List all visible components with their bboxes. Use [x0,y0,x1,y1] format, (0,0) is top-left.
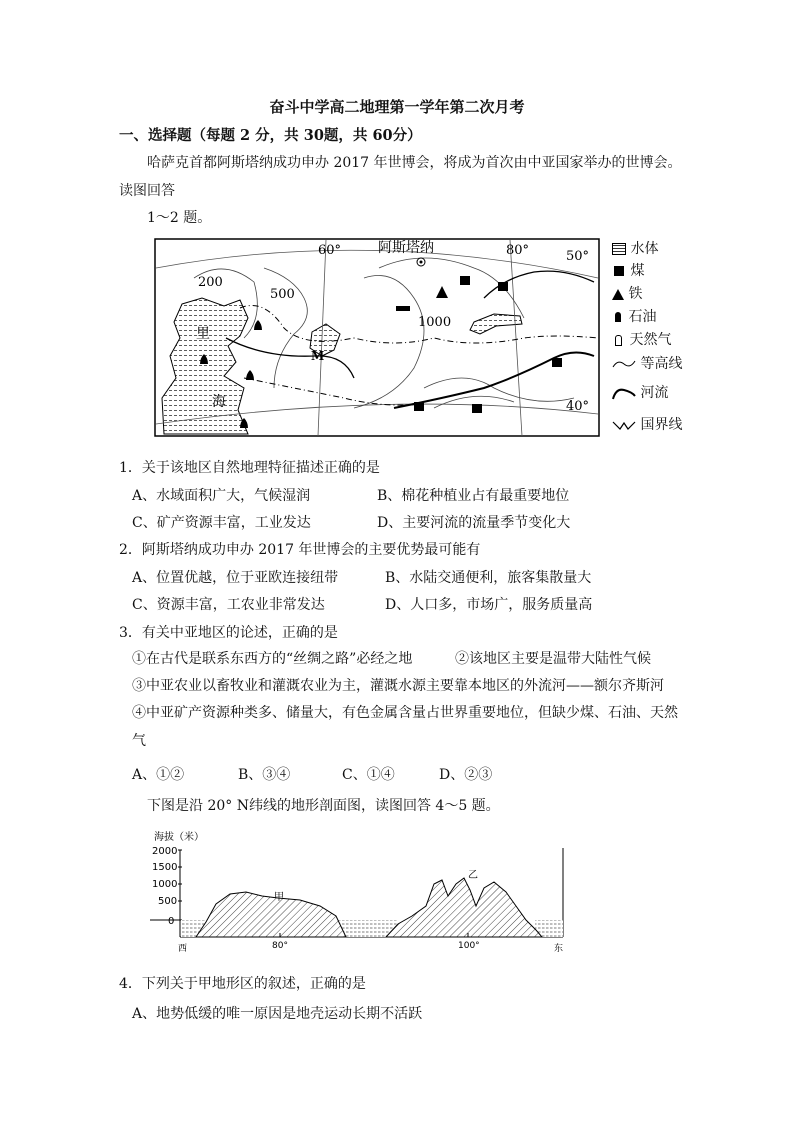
legend-river: 河流 [612,382,668,402]
profile-west: 西 [178,944,188,954]
contour-label-1000: 1000 [418,315,452,330]
legend-coal: 煤 [612,260,644,280]
profile-intro: 下图是沿 20° N纬线的地形剖面图，读图回答 4～5 题。 [147,798,500,814]
question-4-option-a: A、地势低缓的唯一原因是地壳运动长期不活跃 [132,1006,423,1022]
legend-oil: 石油 [612,306,656,326]
profile-east: 东 [554,944,564,954]
lat-label-40: 40° [566,399,590,414]
question-2-option-c: C、资源丰富，工农业非常发达 [132,597,325,613]
river-icon [612,386,636,400]
question-2-option-b: B、水陆交通便利，旅客集散量大 [385,570,592,586]
contour-label-500: 500 [270,287,295,302]
profile-ylabel: 海拔（米） [154,832,204,843]
page-title: 奋斗中学高二地理第一学年第二次月考 [269,98,525,116]
question-3-statement-1: ①在古代是联系东西方的“丝绸之路”必经之地 [132,651,413,667]
profile-svg [150,826,580,954]
legend-border: 国界线 [612,414,682,434]
legend-water: 水体 [612,238,658,258]
coal-icon [414,402,424,411]
question-3-statement-4: ④中亚矿产资源种类多、储量大，有色金属含量占世界重要地位，但缺少煤、石油、天然 [132,705,678,721]
gas-icon [615,335,622,346]
contour-icon [612,358,636,370]
question-3-statement-3: ③中亚农业以畜牧业和灌溉农业为主，灌溉水源主要靠本地区的外流河——额尔齐斯河 [132,678,664,694]
border-icon [612,419,636,431]
question-3-option-d: D、②③ [439,767,493,783]
question-2-option-d: D、人口多，市场广，服务质量高 [385,597,593,613]
question-4-stem: 4．下列关于甲地形区的叙述，正确的是 [119,976,366,992]
ytick-0: 0 [168,916,175,927]
coal-icon [614,266,624,276]
intro-line-1: 哈萨克首都阿斯塔纳成功申办 2017 年世博会，将成为首次由中亚国家举办的世博会。 [147,155,682,171]
sea-char-1: 里 [196,326,210,342]
question-3-option-b: B、③④ [238,767,291,783]
iron-icon [612,289,624,300]
oil-icon [615,312,621,322]
question-1-stem: 1．关于该地区自然地理特征描述正确的是 [119,460,380,476]
marker-m: M [311,349,325,363]
coal-icon [472,404,482,413]
lat-label-50: 50° [566,249,590,264]
xtick-100: 100° [458,941,480,951]
intro-line-2: 读图回答 [119,183,175,199]
intro-line-3: 1～2 题。 [147,210,212,226]
legend-gas: 天然气 [612,329,671,349]
label-jia: 甲 [274,892,284,903]
coal-icon [396,306,410,311]
question-1-option-b: B、棉花种植业占有最重要地位 [377,488,570,504]
lon-label-80: 80° [506,243,530,258]
question-3-option-a: A、①② [132,767,185,783]
legend-contour: 等高线 [612,353,682,373]
xtick-80: 80° [272,941,288,951]
ytick-500: 500 [158,896,178,907]
ytick-1000: 1000 [152,879,178,890]
ytick-2000: 2000 [152,846,178,857]
section-heading: 一、选择题（每题 2 分，共 30题，共 60分） [119,127,422,144]
water-icon [612,243,626,255]
question-1-option-d: D、主要河流的流量季节变化大 [377,515,571,531]
coal-icon [460,276,470,285]
terrain-jia [196,892,346,937]
central-asia-map [154,238,699,438]
lon-label-60: 60° [318,243,342,258]
label-yi: 乙 [468,870,478,881]
map-place-label: 阿斯塔纳 [378,240,434,256]
question-1-option-a: A、水域面积广大，气候湿润 [132,488,311,504]
terrain-profile [150,826,580,954]
contour-label-200: 200 [198,275,223,290]
terrain-yi [386,878,542,937]
question-3-stem: 3．有关中亚地区的论述，正确的是 [119,625,338,641]
coal-icon [552,358,562,367]
question-3-option-c: C、①④ [342,767,395,783]
question-3-statement-2: ②该地区主要是温带大陆性气候 [455,651,651,667]
question-3-statement-4-cont: 气 [132,733,146,749]
legend-iron: 铁 [612,283,642,303]
ytick-1500: 1500 [152,862,178,873]
question-2-option-a: A、位置优越，位于亚欧连接纽带 [132,570,339,586]
coal-icon [498,282,508,291]
sea-char-2: 海 [212,394,226,410]
question-2-stem: 2．阿斯塔纳成功申办 2017 年世博会的主要优势最可能有 [119,542,481,558]
question-1-option-c: C、矿产资源丰富，工业发达 [132,515,311,531]
